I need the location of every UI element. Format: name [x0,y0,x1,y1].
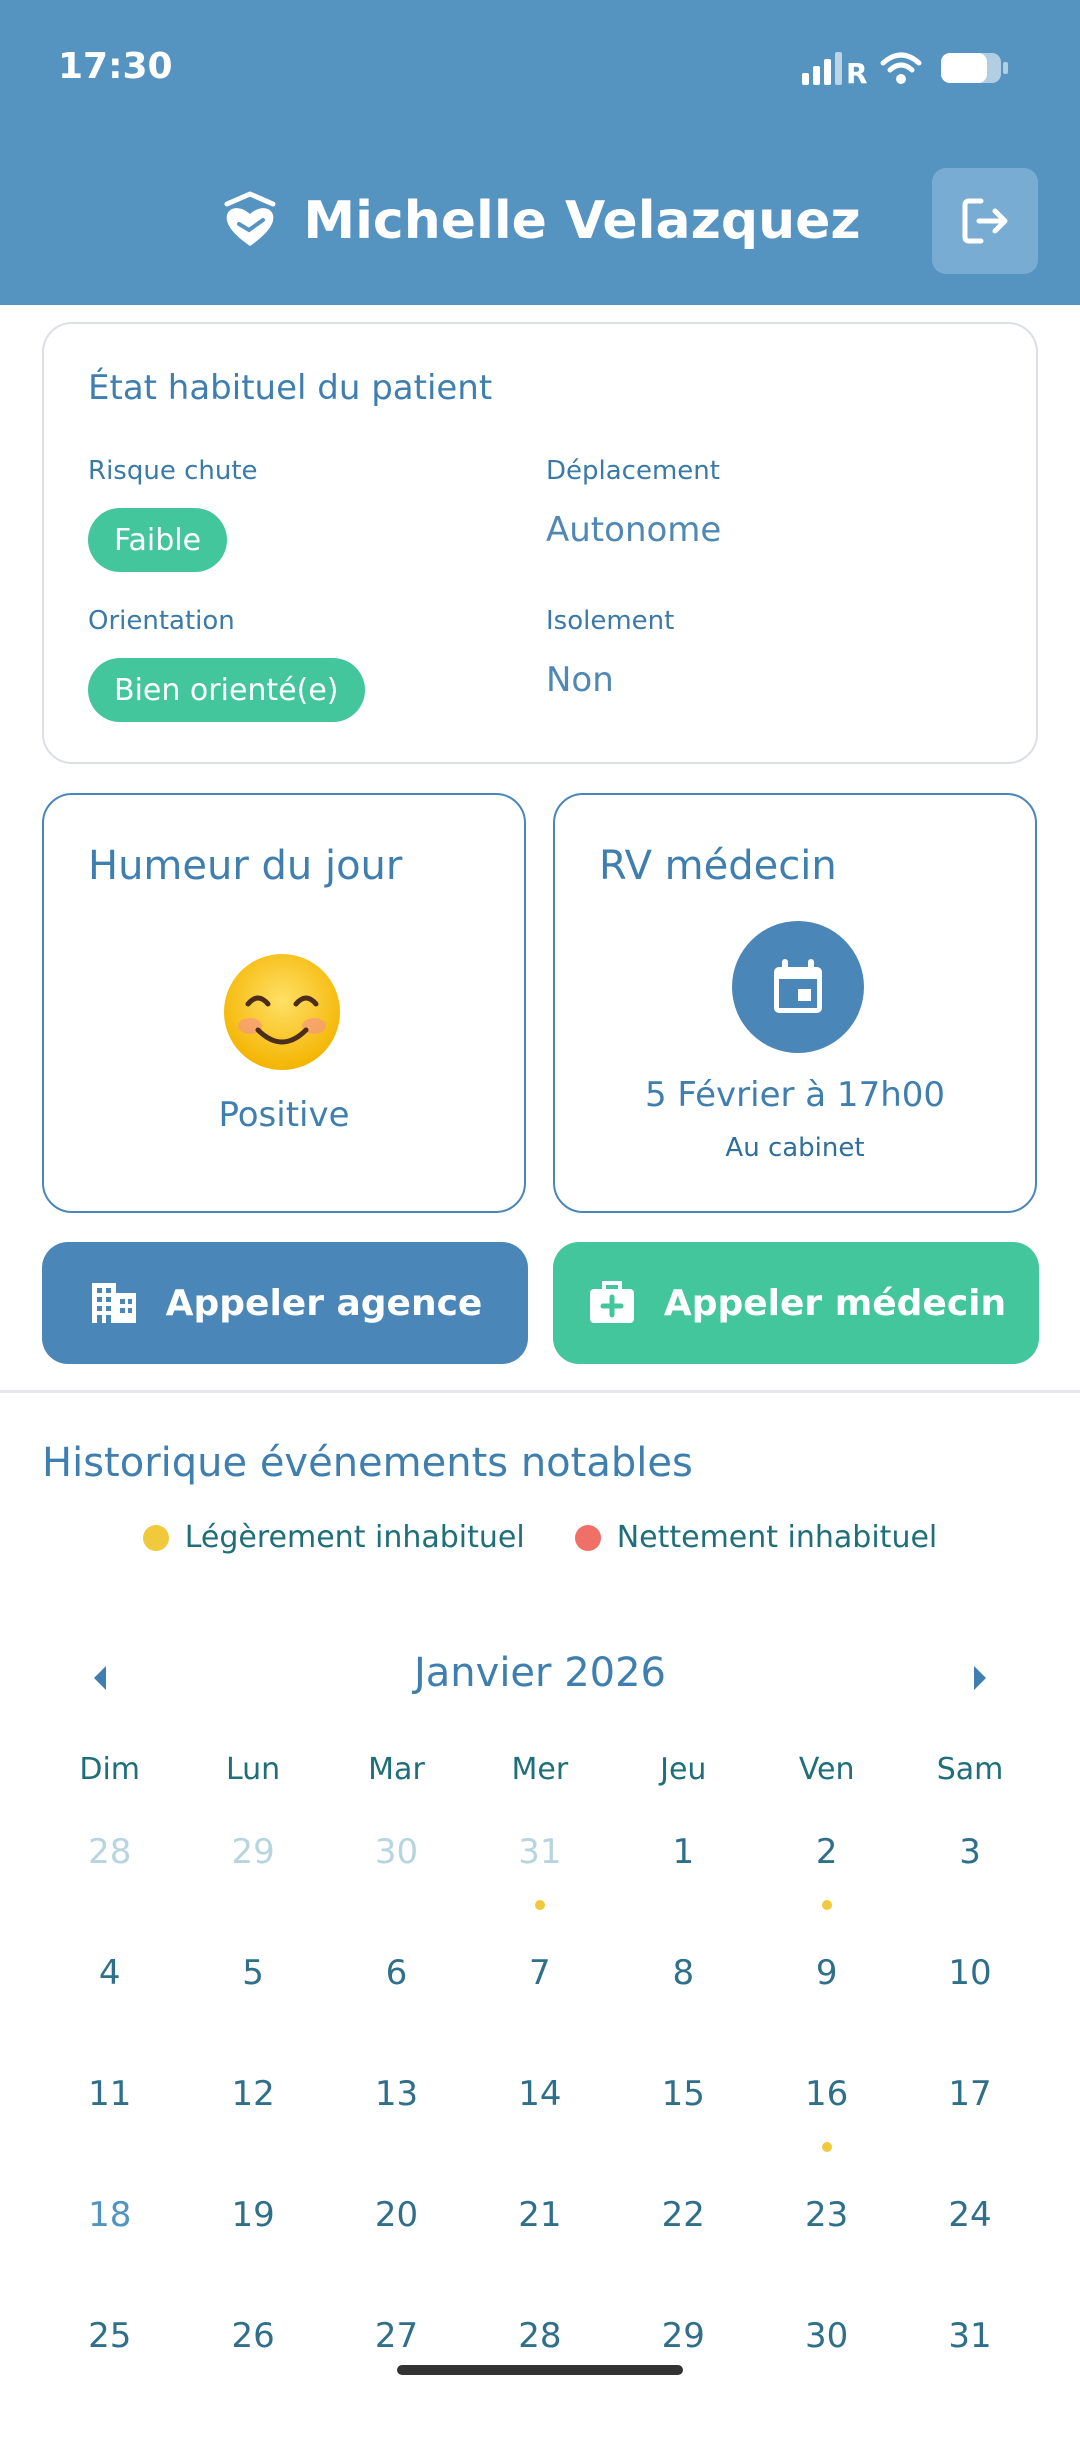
calendar-day[interactable] [755,2195,898,2316]
call-doctor-button[interactable] [553,1242,1039,1364]
calendar-day-number: 11 [88,2074,132,2114]
event-marker-dot [822,1900,832,1910]
legend-slight [143,1520,525,1555]
fall-risk-badge: Faible [88,508,227,572]
calendar-day[interactable] [325,1953,468,2074]
calendar-day[interactable] [468,1953,611,2074]
isolation-value: Non [546,660,614,700]
weekday-label: Mar [368,1752,425,1787]
status-time: 17:30 [58,46,173,87]
calendar-month-row [0,1640,1080,1720]
calendar-day-number: 29 [231,1832,275,1872]
smiling-face-icon [220,950,344,1074]
calendar-day[interactable] [898,2195,1041,2316]
calendar-day[interactable] [181,2316,324,2437]
calendar-day-number: 20 [374,2195,419,2235]
calendar-day[interactable] [325,2074,468,2195]
legend-clear [575,1520,938,1555]
calendar-day-number: 19 [231,2195,275,2235]
calendar-day[interactable] [468,2195,611,2316]
care-heart-logo-icon [219,190,281,252]
calendar-day[interactable] [38,2195,181,2316]
calendar-day[interactable] [325,2316,468,2437]
calendar-day-number: 31 [948,2316,992,2356]
event-marker-dot [822,2142,832,2152]
calendar-day-number: 28 [518,2316,562,2356]
calendar-day[interactable] [898,2074,1041,2195]
calendar-day[interactable] [755,1953,898,2074]
mood-value: Positive [218,1095,350,1135]
weekday-label: Mer [511,1752,569,1787]
calendar-day[interactable] [325,1832,468,1953]
calendar-day-number: 23 [805,2195,849,2235]
divider [0,1390,1080,1393]
calendar-day-number: 9 [815,1953,838,1993]
calendar-day-number: 16 [805,2074,849,2114]
calendar-day-number: 15 [661,2074,705,2114]
history-title: Historique événements notables [42,1440,693,1486]
legend-slight-label: Légèrement inhabituel [184,1520,525,1555]
calendar-day[interactable] [898,1953,1041,2074]
call-agency-label: Appeler agence [165,1282,483,1324]
patient-state-title: État habituel du patient [88,368,493,408]
calendar-day-number: 28 [88,1832,132,1872]
calendar-day-number: 1 [672,1832,695,1872]
calendar-month-title: Janvier 2026 [413,1650,666,1696]
legend-clear-label: Nettement inhabituel [616,1520,938,1555]
movement-label: Déplacement [546,456,720,486]
calendar-day-number: 21 [518,2195,562,2235]
calendar-day-number: 7 [529,1953,551,1993]
calendar-day[interactable] [38,1953,181,2074]
calendar-day-number: 24 [948,2195,992,2235]
calendar-day[interactable] [181,1953,324,2074]
calendar-day[interactable] [898,2316,1041,2437]
calendar-day-number: 4 [98,1953,121,1993]
battery-icon [940,51,1010,85]
orientation-badge: Bien orienté(e) [88,658,365,722]
patient-state-card [42,322,1038,764]
calendar-day[interactable] [755,2316,898,2437]
calendar-day-number: 22 [661,2195,705,2235]
home-indicator [397,2365,683,2375]
svg-text:R: R [846,57,868,90]
status-icons [802,48,1010,88]
calendar-day[interactable] [612,2316,755,2437]
call-doctor-label: Appeler médecin [663,1282,1007,1324]
signal-icon [802,51,868,90]
calendar-day-number: 30 [374,1832,419,1872]
calendar-day[interactable] [468,1832,611,1953]
calendar-day[interactable] [325,2195,468,2316]
fall-risk-label: Risque chute [88,456,258,486]
calendar-day-number: 12 [231,2074,275,2114]
calendar-day-number: 8 [672,1953,695,1993]
calendar-day[interactable] [38,2316,181,2437]
calendar-day[interactable] [468,2316,611,2437]
calendar-icon [766,955,830,1019]
header-title-wrap [0,186,1080,256]
calendar-day[interactable] [755,2074,898,2195]
calendar-day[interactable] [755,1832,898,1953]
calendar-day-number: 17 [948,2074,992,2114]
calendar-day[interactable] [612,2195,755,2316]
logout-icon [957,193,1013,249]
calendar-day[interactable] [181,2074,324,2195]
calendar-day-number: 26 [231,2316,275,2356]
calendar-day-number: 13 [374,2074,419,2114]
logout-button[interactable] [932,168,1038,274]
calendar-day-number: 27 [374,2316,419,2356]
calendar-day-number: 2 [815,1832,838,1872]
calendar-day[interactable] [181,1832,324,1953]
medical-kit-icon [586,1277,638,1329]
weekday-label: Lun [225,1752,281,1787]
orientation-label: Orientation [88,606,235,636]
next-month-button[interactable] [960,1658,1000,1698]
calendar-day-number: 3 [959,1832,981,1872]
calendar-day[interactable] [468,2074,611,2195]
isolation-label: Isolement [546,606,675,636]
building-icon [88,1277,140,1329]
calendar-day-number: 18 [88,2195,132,2235]
event-marker-dot [535,1900,545,1910]
calendar-day-number: 5 [242,1953,264,1993]
app-header [0,0,1080,305]
mood-card[interactable] [42,793,526,1213]
calendar-day[interactable] [612,1953,755,2074]
appointment-place: Au cabinet [725,1133,865,1163]
calendar-day[interactable] [38,1832,181,1953]
calendar-days-grid [38,1832,1042,2437]
mood-title: Humeur du jour [88,843,403,889]
legend-slight-dot [143,1525,169,1551]
appointment-date: 5 Février à 17h00 [644,1075,946,1115]
chevron-right-icon [970,1664,990,1692]
calendar-weekdays [38,1752,1042,1787]
calendar-day[interactable] [612,2074,755,2195]
calendar-day-number: 25 [88,2316,132,2356]
legend-clear-dot [575,1525,601,1551]
calendar-day[interactable] [181,2195,324,2316]
call-agency-button[interactable] [42,1242,528,1364]
calendar-day-number: 14 [518,2074,562,2114]
calendar-day-number: 30 [805,2316,849,2356]
doctor-appointment-card[interactable] [553,793,1037,1213]
calendar-day[interactable] [38,2074,181,2195]
wifi-icon [880,51,922,85]
calendar-day-number: 29 [661,2316,705,2356]
weekday-label: Dim [79,1752,141,1787]
calendar-day[interactable] [612,1832,755,1953]
weekday-label: Sam [936,1752,1004,1787]
calendar-badge [732,921,864,1053]
calendar-day-number: 6 [385,1953,408,1993]
calendar-day[interactable] [898,1832,1041,1953]
weekday-label: Jeu [660,1752,707,1787]
history-legend [0,1520,1080,1555]
page-title: Michelle Velazquez [303,191,861,251]
appointment-title: RV médecin [599,843,837,889]
weekday-label: Ven [798,1752,855,1787]
calendar-day-number: 31 [518,1832,562,1872]
calendar-day-number: 10 [948,1953,992,1993]
movement-value: Autonome [546,510,722,550]
